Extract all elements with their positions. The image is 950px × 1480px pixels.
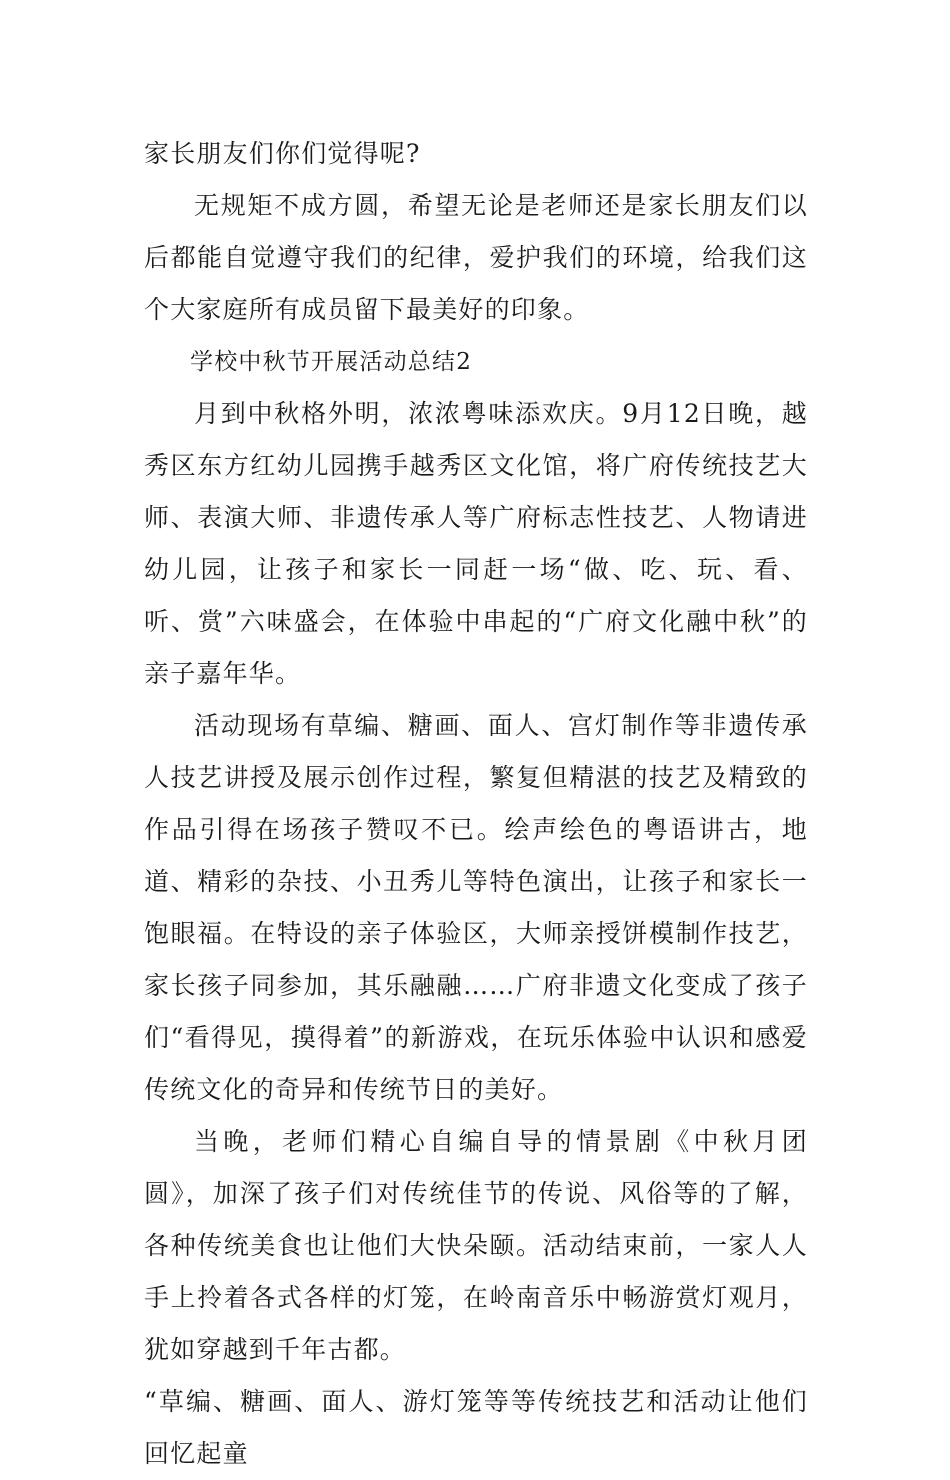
document-body bbox=[144, 128, 808, 1480]
paragraph-activities: 活动现场有草编、糖画、面人、宫灯制作等非遗传承人技艺讲授及展示创作过程，繁复但精湛的技艺及精致的作品引得在场孩子赞叹不已。绘声绘色的粤语讲古，地道、精彩的杂技、小丑秀儿等特色演出，让孩子和家长一饱眼福。在特设的亲子体验区，大师亲授饼模制作技艺，家长孩子同参加，其乐融融……广府非遗文化变成了孩子们“看得见，摸得着”的新游戏，在玩乐体验中认识和感爱传统文化的奇异和传统节日的美好。 bbox=[144, 711, 808, 1104]
section-title: 学校中秋节开展活动总结2 bbox=[190, 349, 473, 375]
paragraph-rules: 无规矩不成方圆，希望无论是老师还是家长朋友们以后都能自觉遵守我们的纪律，爱护我们的环境，给我们这个大家庭所有成员留下最美好的印象。 bbox=[144, 191, 808, 324]
paragraph-intro: 月到中秋格外明，浓浓粤味添欢庆。9月12日晚，越秀区东方红幼儿园携手越秀区文化馆，将广府传统技艺大师、表演大师、非遗传承人等广府标志性技艺、人物请进幼儿园，让孩子和家长一同赶一场“做、吃、玩、看、听、赏”六味盛会，在体验中串起的“广府文化融中秋”的亲子嘉年华。 bbox=[144, 399, 808, 688]
paragraph-evening: 当晚，老师们精心自编自导的情景剧《中秋月团圆》，加深了孩子们对传统佳节的传说、风俗等的了解，各种传统美食也让他们大快朵颐。活动结束前，一家人人手上拎着各式各样的灯笼，在岭南音乐中畅游赏灯观月，犹如穿越到千年古都。 bbox=[144, 1127, 808, 1364]
paragraph-quote: “草编、糖画、面人、游灯笼等等传统技艺和活动让他们回忆起童 bbox=[144, 1387, 808, 1468]
paragraph-continuation: 家长朋友们你们觉得呢? bbox=[144, 139, 421, 168]
